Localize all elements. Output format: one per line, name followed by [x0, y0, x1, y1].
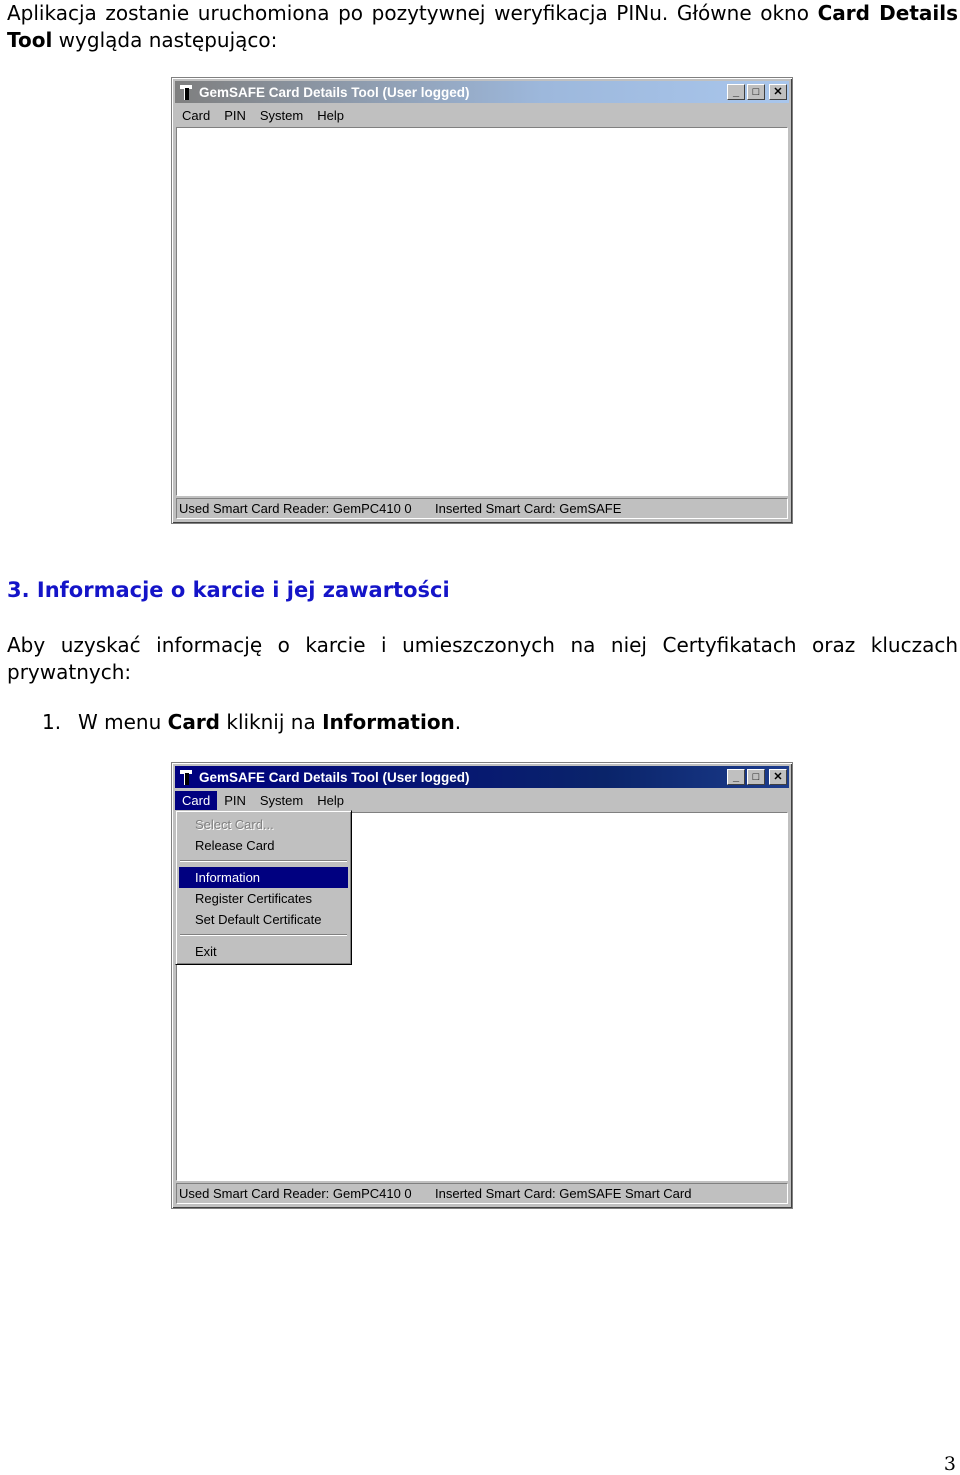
menu-item-information[interactable]: Information: [179, 867, 348, 888]
title-bar[interactable]: [175, 81, 789, 103]
menu-system[interactable]: System: [259, 107, 304, 123]
step-item: [42, 709, 461, 736]
minimize-button[interactable]: _: [727, 84, 745, 100]
card-dropdown-menu: [175, 810, 352, 965]
maximize-button[interactable]: □: [747, 769, 765, 785]
menu-system[interactable]: System: [259, 792, 304, 808]
menu-card[interactable]: Card: [175, 791, 217, 810]
close-button[interactable]: ✕: [769, 769, 787, 785]
menu-card[interactable]: Card: [182, 107, 211, 123]
menu-item-release-card[interactable]: Release Card: [195, 838, 275, 853]
status-card: Inserted Smart Card: GemSAFE: [435, 501, 622, 516]
menu-item-set-default-certificate[interactable]: Set Default Certificate: [195, 912, 322, 927]
client-area: [176, 127, 788, 496]
menu-bar: [175, 104, 789, 126]
intro-text-end: wygląda następująco:: [52, 28, 278, 52]
step-bold-menu: Card: [167, 710, 220, 734]
status-reader: Used Smart Card Reader: GemPC410 0: [179, 501, 412, 516]
app-icon: [177, 768, 195, 786]
intro-bold-app-name: Card Details Tool: [7, 1, 959, 52]
menu-pin[interactable]: PIN: [224, 107, 246, 123]
section-paragraph: Aby uzyskać informację o karcie i umieszczonych na niej Certyfikatach oraz kluczach prywatnych:: [7, 633, 958, 684]
window-controls: [727, 84, 787, 100]
title-bar[interactable]: [175, 766, 789, 788]
menu-item-select-card: Select Card...: [195, 817, 274, 832]
page-number: 3: [943, 1453, 956, 1475]
minimize-button[interactable]: _: [727, 769, 745, 785]
intro-text: Aplikacja zostanie uruchomiona po pozytywnej weryfikacja PINu. Główne okno: [7, 1, 818, 25]
menu-help[interactable]: Help: [317, 107, 344, 123]
step-number: 1.: [42, 710, 62, 734]
menu-pin[interactable]: PIN: [224, 792, 246, 808]
close-button[interactable]: ✕: [769, 84, 787, 100]
step-text-mid: kliknij na: [220, 710, 323, 734]
menu-window-screenshot: [171, 762, 793, 1209]
status-card: Inserted Smart Card: GemSAFE Smart Card: [435, 1186, 692, 1201]
status-bar: [176, 498, 788, 519]
menu-separator: [180, 934, 347, 936]
menu-separator: [180, 860, 347, 862]
window-controls: [727, 769, 787, 785]
step-text-end: .: [454, 710, 462, 734]
menu-item-exit[interactable]: Exit: [195, 944, 217, 959]
menu-help[interactable]: Help: [317, 792, 344, 808]
section-heading: 3. Informacje o karcie i jej zawartości: [7, 578, 450, 602]
window-title: GemSAFE Card Details Tool (User logged): [199, 84, 470, 100]
main-window-screenshot: [171, 77, 793, 524]
window-title: GemSAFE Card Details Tool (User logged): [199, 769, 470, 785]
menu-item-register-certificates[interactable]: Register Certificates: [195, 891, 313, 906]
step-bold-item: Information: [322, 710, 455, 734]
status-bar: [176, 1183, 788, 1204]
app-icon: [177, 83, 195, 101]
maximize-button[interactable]: □: [747, 84, 765, 100]
intro-paragraph: [7, 0, 958, 54]
menu-bar: [175, 789, 789, 811]
step-text: W menu: [78, 710, 168, 734]
status-reader: Used Smart Card Reader: GemPC410 0: [179, 1186, 412, 1201]
